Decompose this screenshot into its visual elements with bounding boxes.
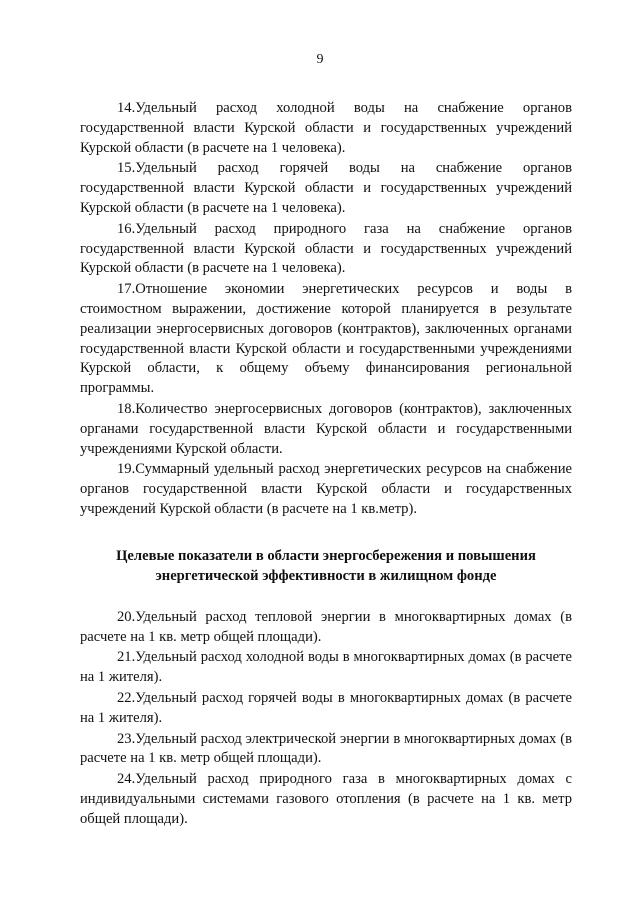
paragraph-item-16: 16.Удельный расход природного газа на снабжение органов государственной власти Курской области и государственных учреждений Курской области (в расчете на 1 человека). <box>80 220 572 277</box>
paragraph-item-22: 22.Удельный расход горячей воды в многоквартирных домах (в расчете на 1 жителя). <box>80 689 572 726</box>
paragraph-item-21: 21.Удельный расход холодной воды в многоквартирных домах (в расчете на 1 жителя). <box>80 649 572 686</box>
section-heading <box>80 546 572 586</box>
page-number: 9 <box>316 52 324 67</box>
paragraph-item-14: 14.Удельный расход холодной воды на снабжение органов государственной власти Курской области и государственных учреждений Курской области (в расчете на 1 человека). <box>80 100 572 156</box>
section-heading-line-2: энергетической эффективности в жилищном фонде <box>155 567 497 584</box>
paragraph-item-15: 15.Удельный расход горячей воды на снабжение органов государственной власти Курской области и государственных учреждений Курской области (в расчете на 1 человека). <box>80 160 572 216</box>
paragraph-item-24: 24.Удельный расход природного газа в многоквартирных домах с индивидуальными системами газового отопления (в расчете на 1 кв. метр общей площади). <box>80 771 572 827</box>
paragraph-item-23: 23.Удельный расход электрической энергии в многоквартирных домах (в расчете на 1 кв. метр общей площади). <box>80 730 572 767</box>
document-body <box>80 99 572 831</box>
paragraph-item-17: 17.Отношение экономии энергетических ресурсов и воды в стоимостном выражении, достижение которой планируется в результате реализации энергосервисных договоров (контрактов), заключенных органами государственной власти Курской области и государственными учреждениями Курской области, к общему объему финансирования региональной программы. <box>80 281 572 397</box>
paragraph-item-20: 20.Удельный расход тепловой энергии в многоквартирных домах (в расчете на 1 кв. метр общей площади). <box>80 608 572 645</box>
paragraph-item-18: 18.Количество энергосервисных договоров (контрактов), заключенных органами государственной власти Курской области и государственными учреждениями Курской области. <box>80 400 572 457</box>
paragraph-item-19: 19.Суммарный удельный расход энергетических ресурсов на снабжение органов государственной власти Курской области и государственных учреждений Курской области (в расчете на 1 кв.метр). <box>80 461 572 517</box>
section-heading-line-1: Целевые показатели в области энергосбережения и повышения <box>116 547 536 564</box>
